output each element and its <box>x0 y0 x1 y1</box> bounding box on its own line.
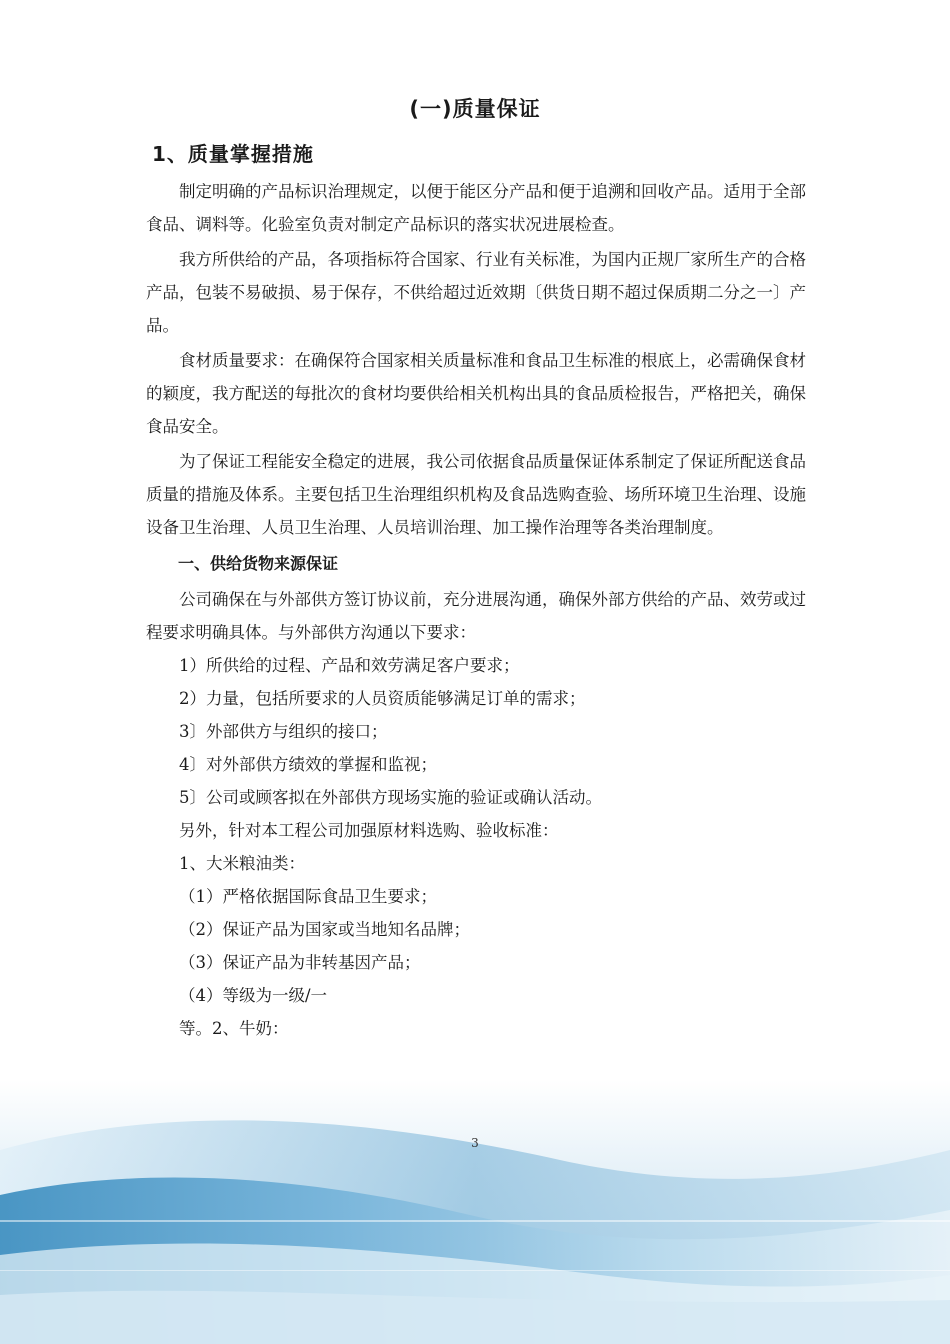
heading-quality-measures: 1、质量掌握措施 <box>152 142 314 166</box>
paragraph: 公司确保在与外部供方签订协议前，充分进展沟通，确保外部方供给的产品、效劳或过程要求明确具体。与外部供方沟通以下要求： <box>146 590 806 642</box>
section-title: (一)质量保证 <box>409 97 541 121</box>
paragraph: 为了保证工程能安全稳定的进展，我公司依据食品质量保证体系制定了保证所配送食品质量的措施及体系。主要包括卫生治理组织机构及食品选购查验、场所环境卫生治理、设施设备卫生治理、人员卫生治理、人员培训治理、加工操作治理等各类治理制度。 <box>146 452 806 537</box>
paragraph: 等。2、牛奶： <box>179 1019 289 1038</box>
body-text <box>146 175 814 1045</box>
decorative-wave-background <box>0 1080 950 1344</box>
list-item: （3）保证产品为非转基因产品； <box>179 953 421 972</box>
list-item: 4〕对外部供方绩效的掌握和监视； <box>179 755 437 774</box>
subheading-supply-source: 一、供给货物来源保证 <box>178 554 339 573</box>
list-item: 2）力量，包括所要求的人员资质能够满足订单的需求； <box>179 689 586 708</box>
list-item: 1）所供给的过程、产品和效劳满足客户要求； <box>179 656 520 675</box>
category-heading: 1、大米粮油类： <box>179 854 305 873</box>
page-number: 3 <box>471 1136 479 1150</box>
list-item: （2）保证产品为国家或当地知名品牌； <box>179 920 470 939</box>
paragraph: 另外，针对本工程公司加强原材料选购、验收标准： <box>179 821 559 840</box>
list-item: （4）等级为一级/一 <box>179 986 328 1005</box>
paragraph: 我方所供给的产品，各项指标符合国家、行业有关标准，为国内正规厂家所生产的合格产品，包装不易破损、易于保存，不供给超过近效期〔供货日期不超过保质期二分之一〕产品。 <box>146 250 806 335</box>
list-item: 5〕公司或顾客拟在外部供方现场实施的验证或确认活动。 <box>179 788 602 807</box>
paragraph: 食材质量要求：在确保符合国家相关质量标准和食品卫生标准的根底上，必需确保食材的颖度，我方配送的每批次的食材均要供给相关机构出具的食品质检报告，严格把关，确保食品安全。 <box>146 351 806 436</box>
list-item: 3〕外部供方与组织的接口； <box>179 722 388 741</box>
paragraph: 制定明确的产品标识治理规定，以便于能区分产品和便于追溯和回收产品。适用于全部食品、调料等。化验室负责对制定产品标识的落实状况进展检查。 <box>146 182 806 234</box>
list-item: （1）严格依据国际食品卫生要求； <box>179 887 437 906</box>
